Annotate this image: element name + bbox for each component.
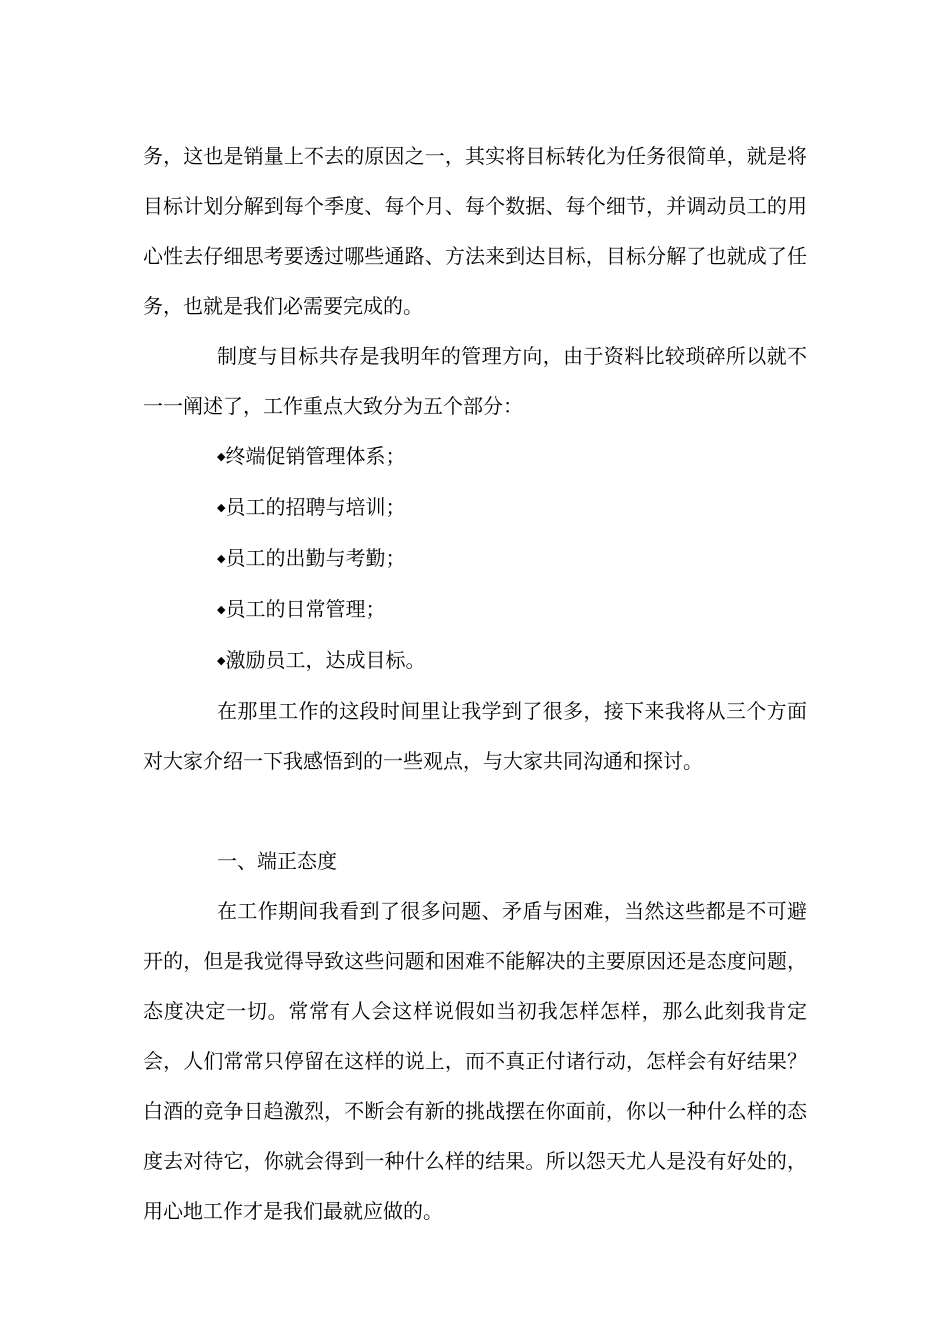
diamond-bullet-icon: ◆	[217, 450, 226, 463]
bullet-item	[143, 584, 807, 635]
bullet-item	[143, 635, 807, 686]
paragraph-management-direction: 制度与目标共存是我明年的管理方向，由于资料比较琐碎所以就不一一阐述了，工作重点大致分为五个部分：	[143, 344, 807, 418]
section-spacer	[143, 786, 807, 836]
diamond-bullet-icon: ◆	[217, 552, 226, 565]
paragraph-introduction: 在那里工作的这段时间里让我学到了很多，接下来我将从三个方面对大家介绍一下我感悟到的一些观点，与大家共同沟通和探讨。	[143, 699, 807, 773]
bullet-text: 员工的招聘与培训；	[225, 495, 406, 519]
bullet-item	[143, 482, 807, 533]
document-body	[143, 131, 807, 1236]
bullet-text: 终端促销管理体系；	[225, 444, 406, 468]
bullet-text: 员工的出勤与考勤；	[225, 546, 406, 570]
diamond-bullet-icon: ◆	[217, 603, 226, 616]
bullet-item	[143, 533, 807, 584]
paragraph-attitude: 在工作期间我看到了很多问题、矛盾与困难，当然这些都是不可避开的，但是我觉得导致这些问题和困难不能解决的主要原因还是态度问题，态度决定一切。常常有人会这样说假如当初我怎样怎样，那么此刻我肯定会，人们常常只停留在这样的说上，而不真正付诸行动，怎样会有好结果？白酒的竞争日趋激烈，不断会有新的挑战摆在你面前，你以一种什么样的态度去对待它，你就会得到一种什么样的结果。所以怨天尤人是没有好处的，用心地工作才是我们最就应做的。	[143, 899, 807, 1223]
bullet-text: 激励员工，达成目标。	[225, 648, 426, 672]
paragraph-continuation: 务，这也是销量上不去的原因之一，其实将目标转化为任务很简单，就是将目标计划分解到每个季度、每个月、每个数据、每个细节，并调动员工的用心性去仔细思考要透过哪些通路、方法来到达目标，目标分解了也就成了任务，也就是我们必需要完成的。	[143, 144, 807, 318]
bullet-text: 员工的日常管理；	[225, 597, 386, 621]
diamond-bullet-icon: ◆	[217, 501, 226, 514]
diamond-bullet-icon: ◆	[217, 654, 226, 667]
section-heading: 一、端正态度	[217, 849, 337, 873]
bullet-item	[143, 431, 807, 482]
